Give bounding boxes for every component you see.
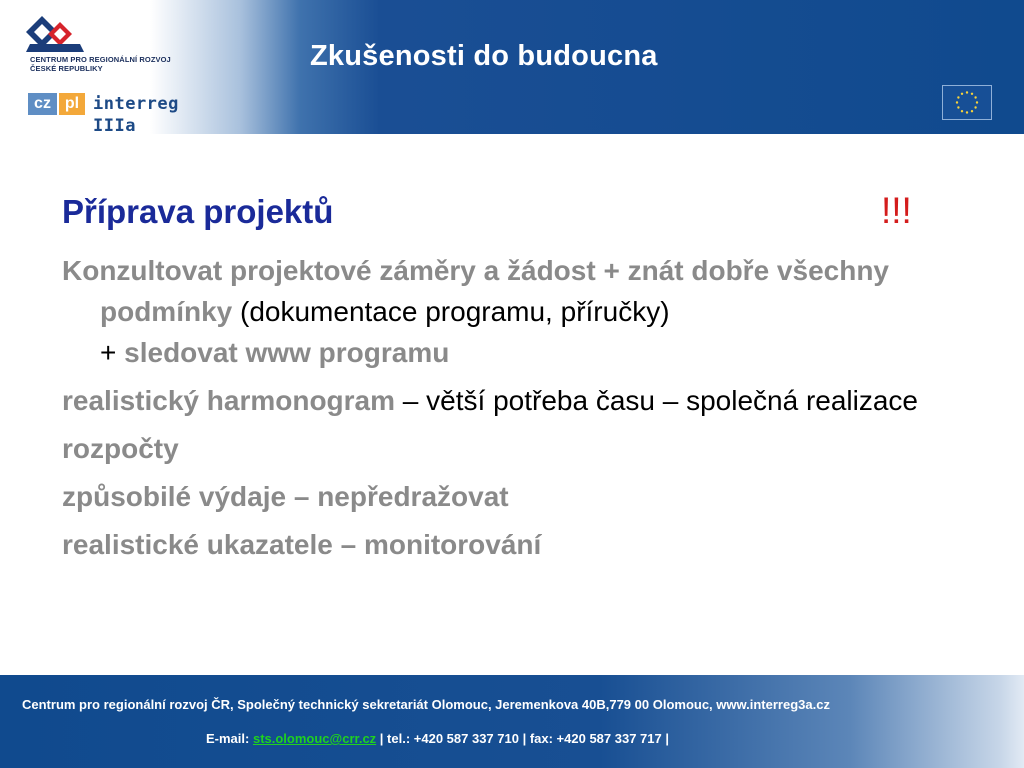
item-note: – větší potřeba času – společná realizace	[395, 385, 919, 416]
item-note: (dokumentace programu, příručky)	[232, 296, 670, 327]
slide-title: Zkušenosti do budoucna	[310, 40, 658, 72]
crr-logo-text-line2: ČESKÉ REPUBLIKY	[30, 63, 103, 73]
item-highlight: Konzultovat projektové záměry a žádost + znát dobře všechny podmínky	[62, 255, 889, 327]
slide-footer	[0, 675, 1024, 768]
crr-logo	[22, 14, 182, 78]
exclamation-marks: !!!	[881, 190, 912, 231]
eu-stars-icon	[943, 86, 991, 119]
list-item	[62, 380, 962, 421]
crr-logo-icon	[22, 14, 92, 56]
logo-interreg-text: interreg IIIa	[93, 94, 179, 136]
list-item: rozpočty	[62, 433, 179, 464]
item-plus: +	[100, 337, 125, 368]
item-highlight: sledovat www programu	[124, 337, 450, 368]
item-highlight: realistický harmonogram	[62, 385, 396, 416]
section-heading: Příprava projektů	[62, 193, 334, 230]
slide-header	[0, 0, 1024, 134]
list-item: realistické ukazatele – monitorování	[62, 529, 542, 560]
phone-fax: | tel.: +420 587 337 710 | fax: +420 587 337 717 |	[376, 731, 669, 746]
email-link[interactable]: sts.olomouc@crr.cz	[252, 731, 377, 746]
logo-pl-box: pl	[59, 93, 85, 115]
interreg-logo	[28, 93, 228, 136]
email-label: E-mail:	[206, 731, 253, 746]
footer-contacts	[206, 731, 669, 746]
eu-flag-icon	[942, 85, 992, 120]
logo-cz-box: cz	[28, 93, 57, 115]
list-item	[62, 250, 962, 373]
crr-logo-text	[30, 56, 171, 73]
footer-address: Centrum pro regionální rozvoj ČR, Společný technický sekretariát Olomouc, Jeremenkova 40B,779 00 Olomouc, www.interreg3a.cz	[22, 697, 830, 712]
crr-logo-text-line1: CENTRUM PRO REGIONÁLNÍ ROZVOJ	[30, 55, 171, 64]
bullet-list	[62, 250, 962, 565]
list-item: způsobilé výdaje – nepředražovat	[62, 481, 509, 512]
